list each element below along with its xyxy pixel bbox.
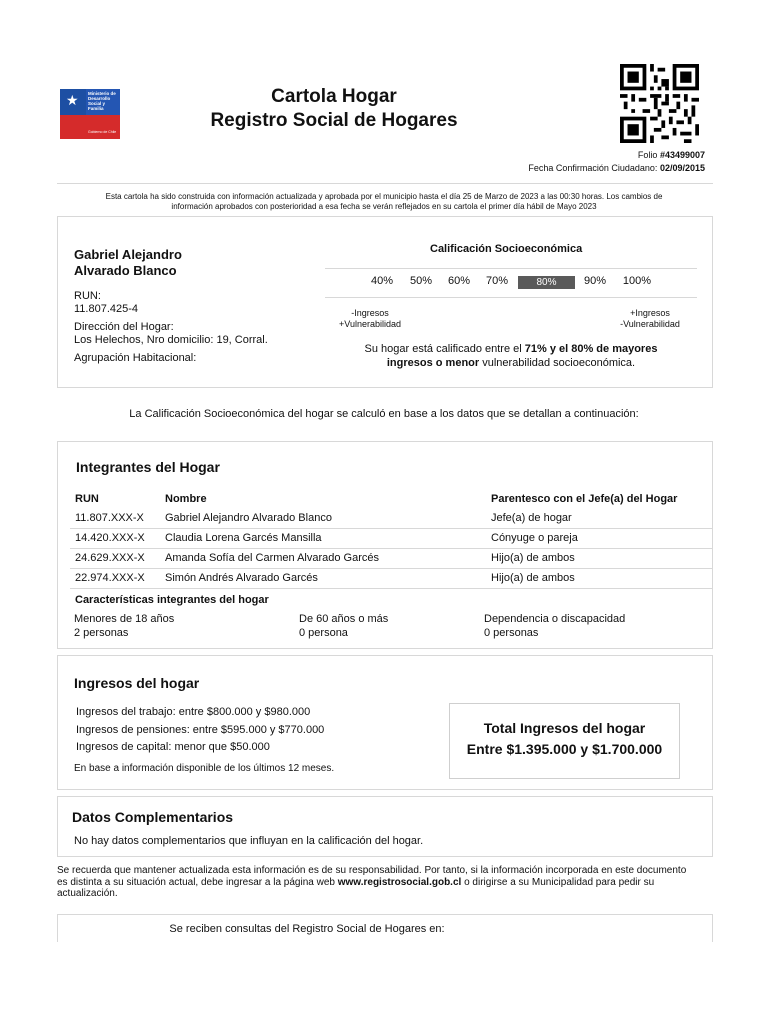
scale-80-selected: 80% [518, 276, 575, 289]
scale-40: 40% [370, 275, 394, 287]
direccion-label: Dirección del Hogar: [74, 321, 174, 333]
result-bold-2: ingresos o menor [386, 357, 480, 369]
run-label: RUN: [74, 290, 101, 302]
cell-nombre: Simón Andrés Alvarado Garcés [160, 568, 486, 588]
qr-code-icon [620, 64, 699, 143]
person-name-line-1: Gabriel Alejandro [74, 247, 182, 262]
cell-run: 24.629.XXX-X [70, 548, 160, 568]
agrupacion-label: Agrupación Habitacional: [74, 352, 197, 364]
right-label-2: -Vulnerabilidad [620, 319, 680, 329]
table-row [70, 528, 712, 548]
menores-value: 2 personas [74, 627, 129, 639]
consultas-text: Se reciben consultas del Registro Social de Hogares en: [169, 923, 445, 935]
page-subtitle: Registro Social de Hogares [210, 110, 458, 131]
scale-left-legend [330, 308, 410, 330]
ingresos-title: Ingresos del hogar [74, 675, 200, 691]
cell-nombre: Gabriel Alejandro Alvarado Blanco [160, 508, 486, 528]
integrantes-title: Integrantes del Hogar [76, 459, 220, 475]
cell-run: 14.420.XXX-X [70, 528, 160, 548]
table-row [70, 508, 712, 528]
fecha-label: Fecha Confirmación Ciudadano: [528, 163, 658, 173]
registro-social-link[interactable]: www.registrosocial.gob.cl [337, 876, 462, 888]
cell-nombre: Amanda Sofía del Carmen Alvarado Garcés [160, 548, 486, 568]
scale-bottom-line [325, 297, 697, 298]
right-label-1: +Ingresos [630, 308, 670, 318]
notice-line-1: Esta cartola ha sido construida con información actualizada y aprobada por el municipio hasta el día 25 de Marzo de 2023 a las 00:30 horas. Los cambios de [105, 192, 663, 201]
scale-right-legend [610, 308, 690, 330]
person-name [74, 247, 182, 279]
col-run: RUN [75, 493, 99, 505]
scale-90: 90% [583, 275, 607, 287]
ingresos-nota: En base a información disponible de los últimos 12 meses. [74, 763, 335, 774]
total-label: Total Ingresos del hogar [483, 720, 646, 736]
mayores-label: De 60 años o más [299, 613, 389, 625]
complementarios-text: No hay datos complementarios que influyan en la calificación del hogar. [74, 835, 424, 847]
left-label-2: +Vulnerabilidad [339, 319, 401, 329]
run-value: 11.807.425-4 [74, 303, 139, 315]
cell-run: 11.807.XXX-X [70, 508, 160, 528]
ingresos-capital: Ingresos de capital: menor que $50.000 [76, 741, 270, 753]
cell-parentesco: Jefe(a) de hogar [486, 508, 712, 528]
intro-text: La Calificación Socioeconómica del hogar se calculó en base a los datos que se detallan a continuación: [129, 408, 639, 420]
footer-line-1: Se recuerda que mantener actualizada esta información es de su responsabilidad. Por tanto, si la información incorporada en este documento [57, 865, 687, 876]
footer-line-2-pre: es distinta a su situación actual, debe ingresar a la página web [57, 876, 335, 888]
dependencia-label: Dependencia o discapacidad [484, 613, 626, 625]
folio-value: #43499007 [659, 150, 705, 160]
caracteristicas-title: Características integrantes del hogar [75, 594, 269, 606]
scale-top-line [325, 268, 697, 269]
divider [57, 183, 713, 184]
scale-70: 70% [485, 275, 509, 287]
folio [638, 150, 705, 160]
menores-block [74, 612, 174, 640]
page-title: Cartola Hogar [271, 86, 397, 107]
members-table [70, 490, 712, 589]
scale-100: 100% [622, 275, 652, 287]
cell-parentesco: Hijo(a) de ambos [486, 568, 712, 588]
person-details [74, 290, 268, 365]
fecha-value: 02/09/2015 [659, 163, 705, 173]
update-notice [0, 192, 768, 212]
result-post: vulnerabilidad socioeconómica. [482, 357, 636, 369]
footer-line-2-post: o dirigirse a su Municipalidad para pedir su [464, 876, 655, 888]
mayores-value: 0 persona [299, 627, 348, 639]
col-nombre: Nombre [165, 493, 207, 505]
complementarios-card [57, 796, 713, 857]
left-label-1: -Ingresos [351, 308, 389, 318]
scale-50: 50% [409, 275, 433, 287]
menores-label: Menores de 18 años [74, 613, 175, 625]
complementarios-title: Datos Complementarios [72, 809, 234, 825]
footer-line-3: actualización. [57, 888, 118, 899]
logo-text: Ministerio de Desarrollo Social y Familia [88, 91, 116, 111]
col-parentesco: Parentesco con el Jefe(a) del Hogar [491, 493, 678, 505]
cell-run: 22.974.XXX-X [70, 568, 160, 588]
footer-notice [57, 865, 713, 900]
cell-parentesco: Cónyuge o pareja [486, 528, 712, 548]
star-icon: ★ [66, 92, 79, 108]
table-header-row [70, 490, 712, 508]
dependencia-block [484, 612, 625, 640]
cell-parentesco: Hijo(a) de ambos [486, 548, 712, 568]
calificacion-result [330, 342, 692, 370]
direccion-value: Los Helechos, Nro domicilio: 19, Corral. [74, 334, 268, 346]
person-name-line-2: Alvarado Blanco [74, 263, 177, 278]
notice-line-2: información aprobados con posterioridad a esa fecha se verán reflejados en su cartola el primer día hábil de Mayo 2023 [171, 202, 597, 211]
scale-60: 60% [447, 275, 471, 287]
table-row [70, 568, 712, 588]
fecha-confirmacion [528, 163, 705, 173]
table-row [70, 548, 712, 568]
mayores-block [299, 612, 388, 640]
cell-nombre: Claudia Lorena Garcés Mansilla [160, 528, 486, 548]
ingresos-trabajo: Ingresos del trabajo: entre $800.000 y $980.000 [76, 706, 311, 718]
ingresos-list [76, 704, 324, 757]
ingresos-pensiones: Ingresos de pensiones: entre $595.000 y $770.000 [76, 723, 325, 736]
result-bold-1: 71% y el 80% de mayores [524, 343, 658, 355]
logo-subtext: Gobierno de Chile [88, 130, 117, 134]
result-pre: Su hogar está calificado entre el [364, 343, 522, 355]
calificacion-title: Calificación Socioeconómica [430, 243, 583, 255]
folio-label: Folio [637, 150, 658, 160]
total-value: Entre $1.395.000 y $1.700.000 [466, 741, 663, 757]
dependencia-value: 0 personas [484, 627, 539, 639]
